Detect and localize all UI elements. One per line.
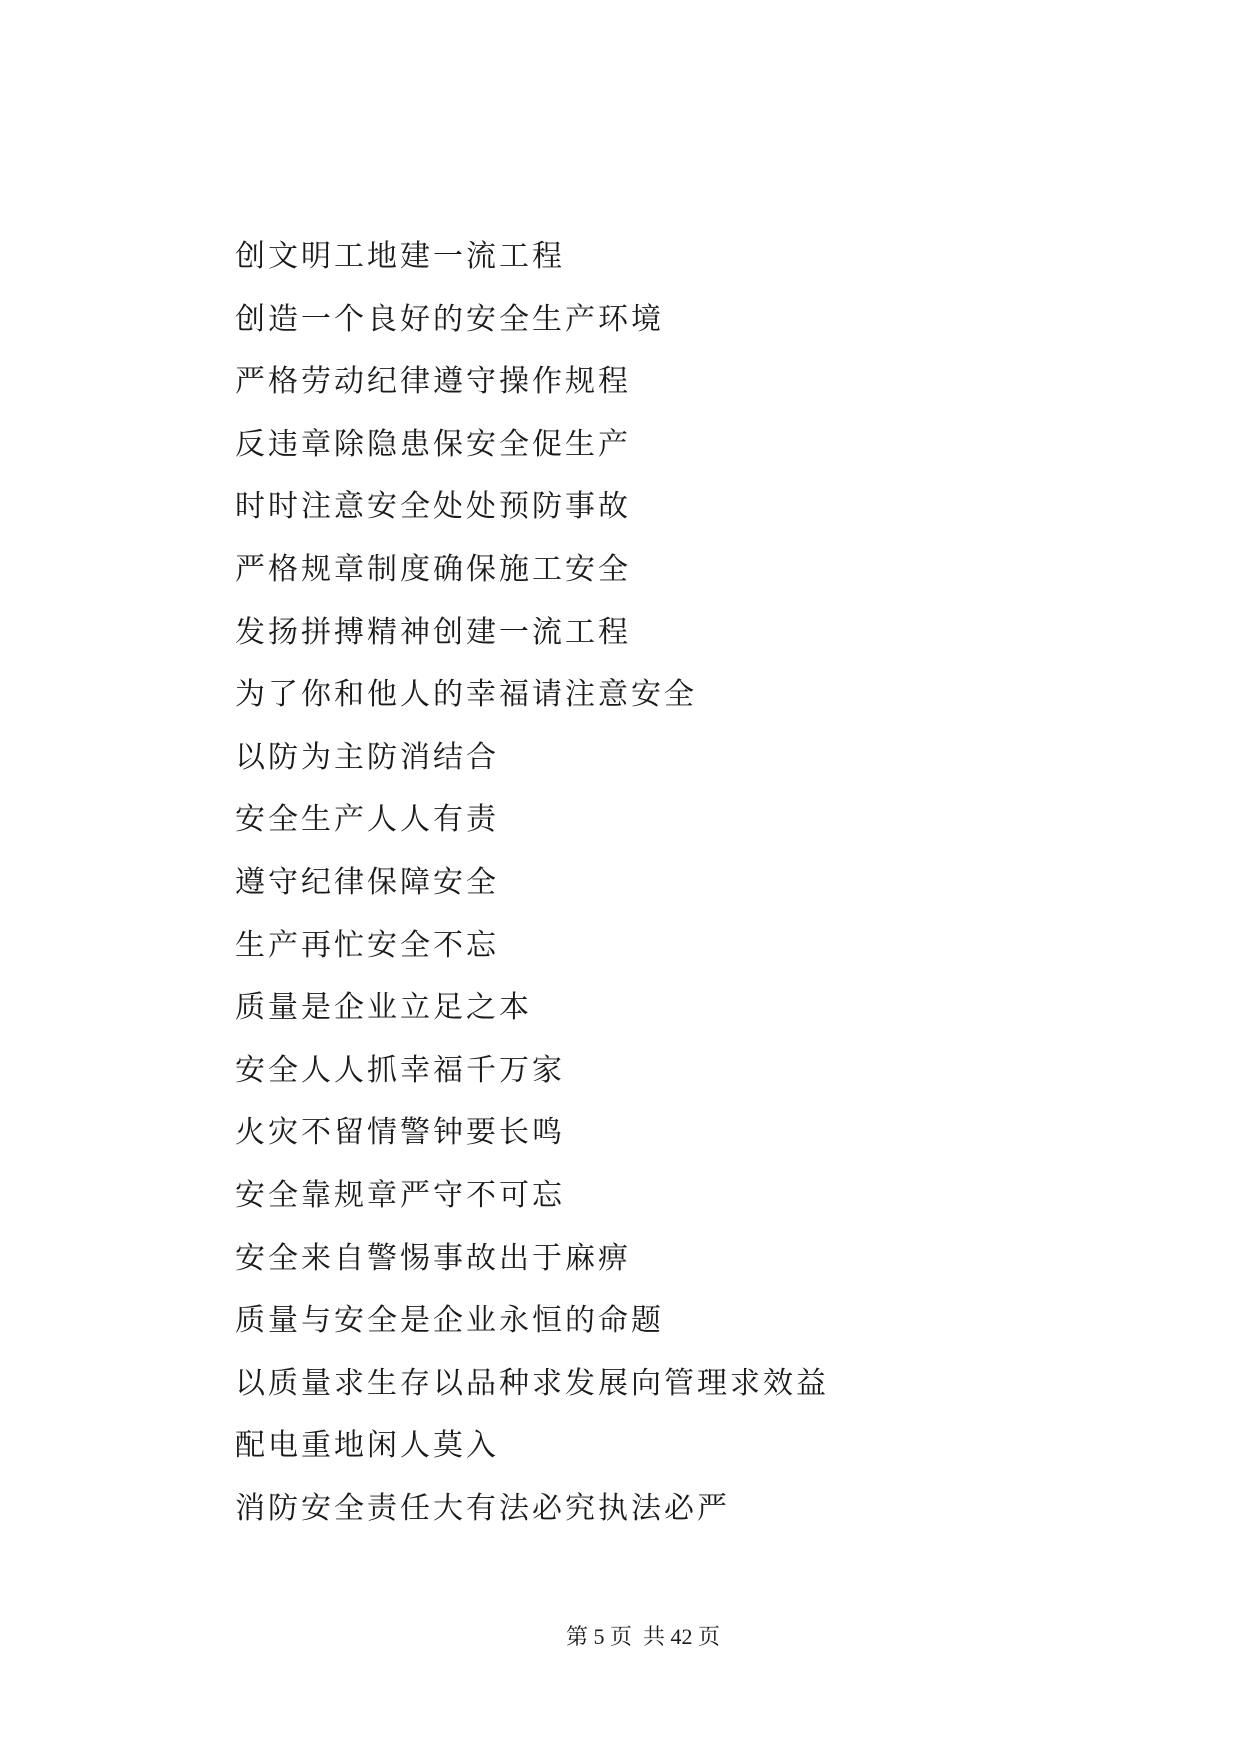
slogan-line: 火灾不留情警钟要长鸣: [235, 1115, 565, 1151]
slogan-line: 以防为主防消结合: [235, 739, 499, 775]
page-number-footer: 第 5 页 共 42 页: [566, 1624, 721, 1649]
slogan-list: [235, 226, 1195, 1540]
slogan-line: 质量与安全是企业永恒的命题: [235, 1303, 664, 1339]
slogan-line: 安全来自警惕事故出于麻痹: [235, 1240, 631, 1276]
slogan-line: 严格规章制度确保施工安全: [235, 551, 631, 587]
slogan-line: 时时注意安全处处预防事故: [235, 489, 631, 525]
slogan-line: 安全人人抓幸福千万家: [235, 1052, 565, 1088]
slogan-line: 质量是企业立足之本: [235, 990, 532, 1026]
slogan-line: 配电重地闲人莫入: [235, 1428, 499, 1464]
slogan-line: 安全靠规章严守不可忘: [235, 1177, 565, 1213]
slogan-line: 以质量求生存以品种求发展向管理求效益: [235, 1365, 829, 1401]
slogan-line: 遵守纪律保障安全: [235, 864, 499, 900]
slogan-line: 发扬拼搏精神创建一流工程: [235, 614, 631, 650]
slogan-line: 生产再忙安全不忘: [235, 927, 499, 963]
slogan-line: 反违章除隐患保安全促生产: [235, 426, 631, 462]
slogan-line: 严格劳动纪律遵守操作规程: [235, 364, 631, 400]
slogan-line: 安全生产人人有责: [235, 802, 499, 838]
slogan-line: 创文明工地建一流工程: [235, 239, 565, 274]
slogan-line: 消防安全责任大有法必究执法必严: [235, 1490, 730, 1526]
slogan-line: 创造一个良好的安全生产环境: [235, 301, 664, 337]
slogan-line: 为了你和他人的幸福请注意安全: [235, 677, 697, 713]
